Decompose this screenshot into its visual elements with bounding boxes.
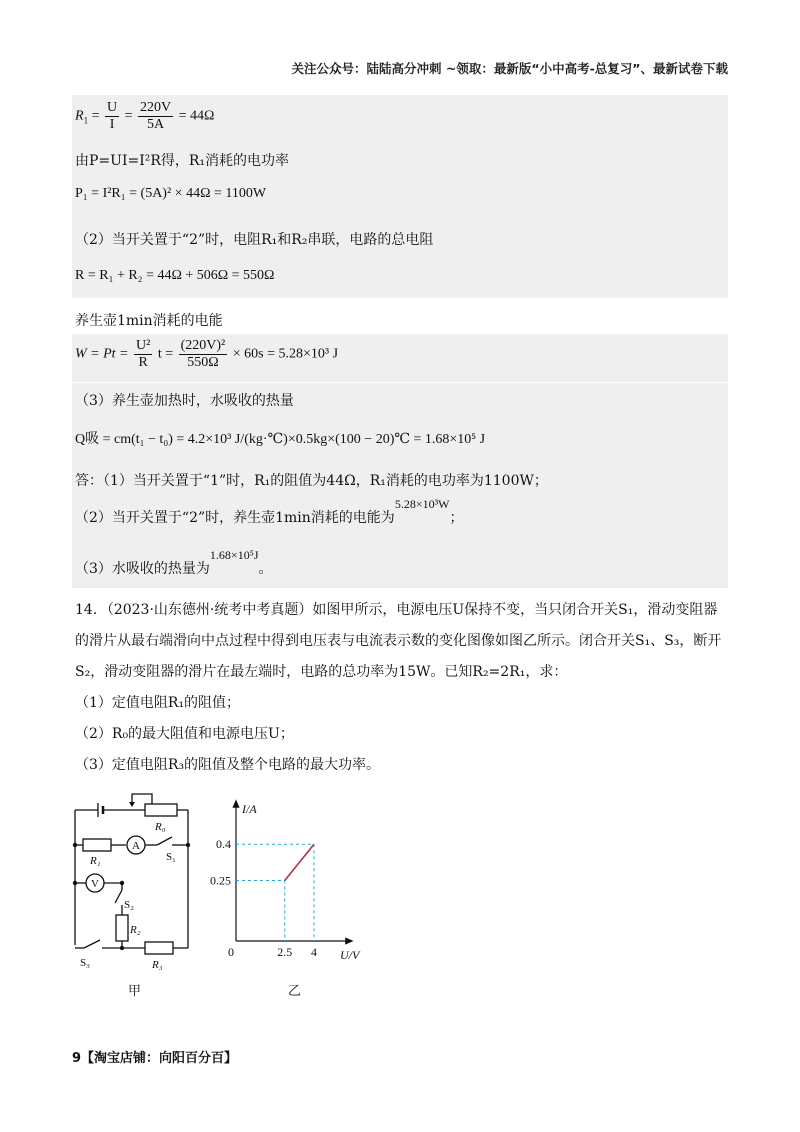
answer-3: （3）水吸收的热量为1.68×10⁵J。 <box>75 548 273 577</box>
text-heat-intro: （3）养生壶加热时，水吸收的热量 <box>75 393 294 409</box>
problem-line-3: S₂，滑动变阻器的滑片在最左端时，电路的总功率为15W。已知R₂=2R₁，求： <box>75 664 568 680</box>
eq-q: Q吸 = cm(t₁ − t₀) = 4.2×10³ J/(kg·℃)×0.5kg×(100 − 20)℃ = 1.68×10⁵ J <box>75 432 486 447</box>
problem-line-2: 的滑片从最右端滑向中点过程中得到电压表与电流表示数的变化图像如图乙所示。闭合开关S₁、S₃，断开 <box>75 633 722 649</box>
eq-w: W = Pt = $\frac{\text{U²}}{R}$ t = $\frac{\text{(220V)²}}{550\Omega}$ × 60s = 5.28×10³ J <box>75 338 339 370</box>
eq-r-total: R = R₁ + R₂ = 44Ω + 506Ω = 550Ω <box>75 268 275 283</box>
label-s2: S₂ <box>124 899 134 911</box>
page-header: 关注公众号：陆陆高分冲刺 ~领取：最新版“小中高考-总复习”、最新试卷下载 <box>291 61 728 76</box>
answer-2: （2）当开关置于“2”时，养生壶1min消耗的电能为5.28×10³W； <box>75 497 464 526</box>
y-axis-label: I/A <box>242 802 257 816</box>
label-voltmeter: V <box>91 878 99 890</box>
question-3: （3）定值电阻R₃的阻值及整个电路的最大功率。 <box>75 757 381 773</box>
caption-circuit: 甲 <box>128 984 142 999</box>
iv-graph <box>200 795 390 1000</box>
y-tick-0-4: 0.4 <box>216 837 231 852</box>
text-energy-intro: 养生壶1min消耗的电能 <box>75 313 223 329</box>
label-r2: R₂ <box>130 924 141 936</box>
problem-line-1: 14．（2023·山东德州·统考中考真题）如图甲所示，电源电压U保持不变，当只闭合开关S₁，滑动变阻器 <box>75 602 718 618</box>
x-tick-2-5: 2.5 <box>277 945 293 959</box>
label-r0: R₀ <box>155 821 166 833</box>
eq-p1: P₁ = I²R₁ = (5A)² × 44Ω = 1100W <box>75 186 267 201</box>
origin-label: 0 <box>228 945 234 959</box>
answer-1: 答：（1）当开关置于“1”时，R₁的阻值为44Ω，R₁消耗的电功率为1100W； <box>75 473 548 489</box>
caption-graph: 乙 <box>288 984 302 999</box>
text-switch2: （2）当开关置于“2”时，电阻R₁和R₂串联，电路的总电阻 <box>75 232 434 248</box>
text-power-intro: 由P=UI=I²R得，R₁消耗的电功率 <box>75 153 290 169</box>
data-line <box>285 844 314 880</box>
label-r1: R₁ <box>90 855 101 867</box>
question-2: （2）R₀的最大阻值和电源电压U； <box>75 726 294 742</box>
label-r3: R₃ <box>152 959 163 971</box>
label-s3: S₃ <box>80 957 90 969</box>
circuit-diagram <box>60 790 220 1000</box>
question-1: （1）定值电阻R₁的阻值； <box>75 695 241 711</box>
x-axis-label: U/V <box>340 948 360 962</box>
label-ammeter: A <box>132 840 140 852</box>
x-tick-4: 4 <box>311 945 317 959</box>
problem-14 <box>75 595 735 781</box>
y-tick-0-25: 0.25 <box>210 873 231 888</box>
page-footer: 9【淘宝店铺：向阳百分百】 <box>72 1051 238 1066</box>
eq-r1: $R_1$ = $\frac{U}{I}$ = $\frac{220V}{5A}$ = 44Ω <box>75 100 215 132</box>
label-s1: S₁ <box>166 851 176 863</box>
